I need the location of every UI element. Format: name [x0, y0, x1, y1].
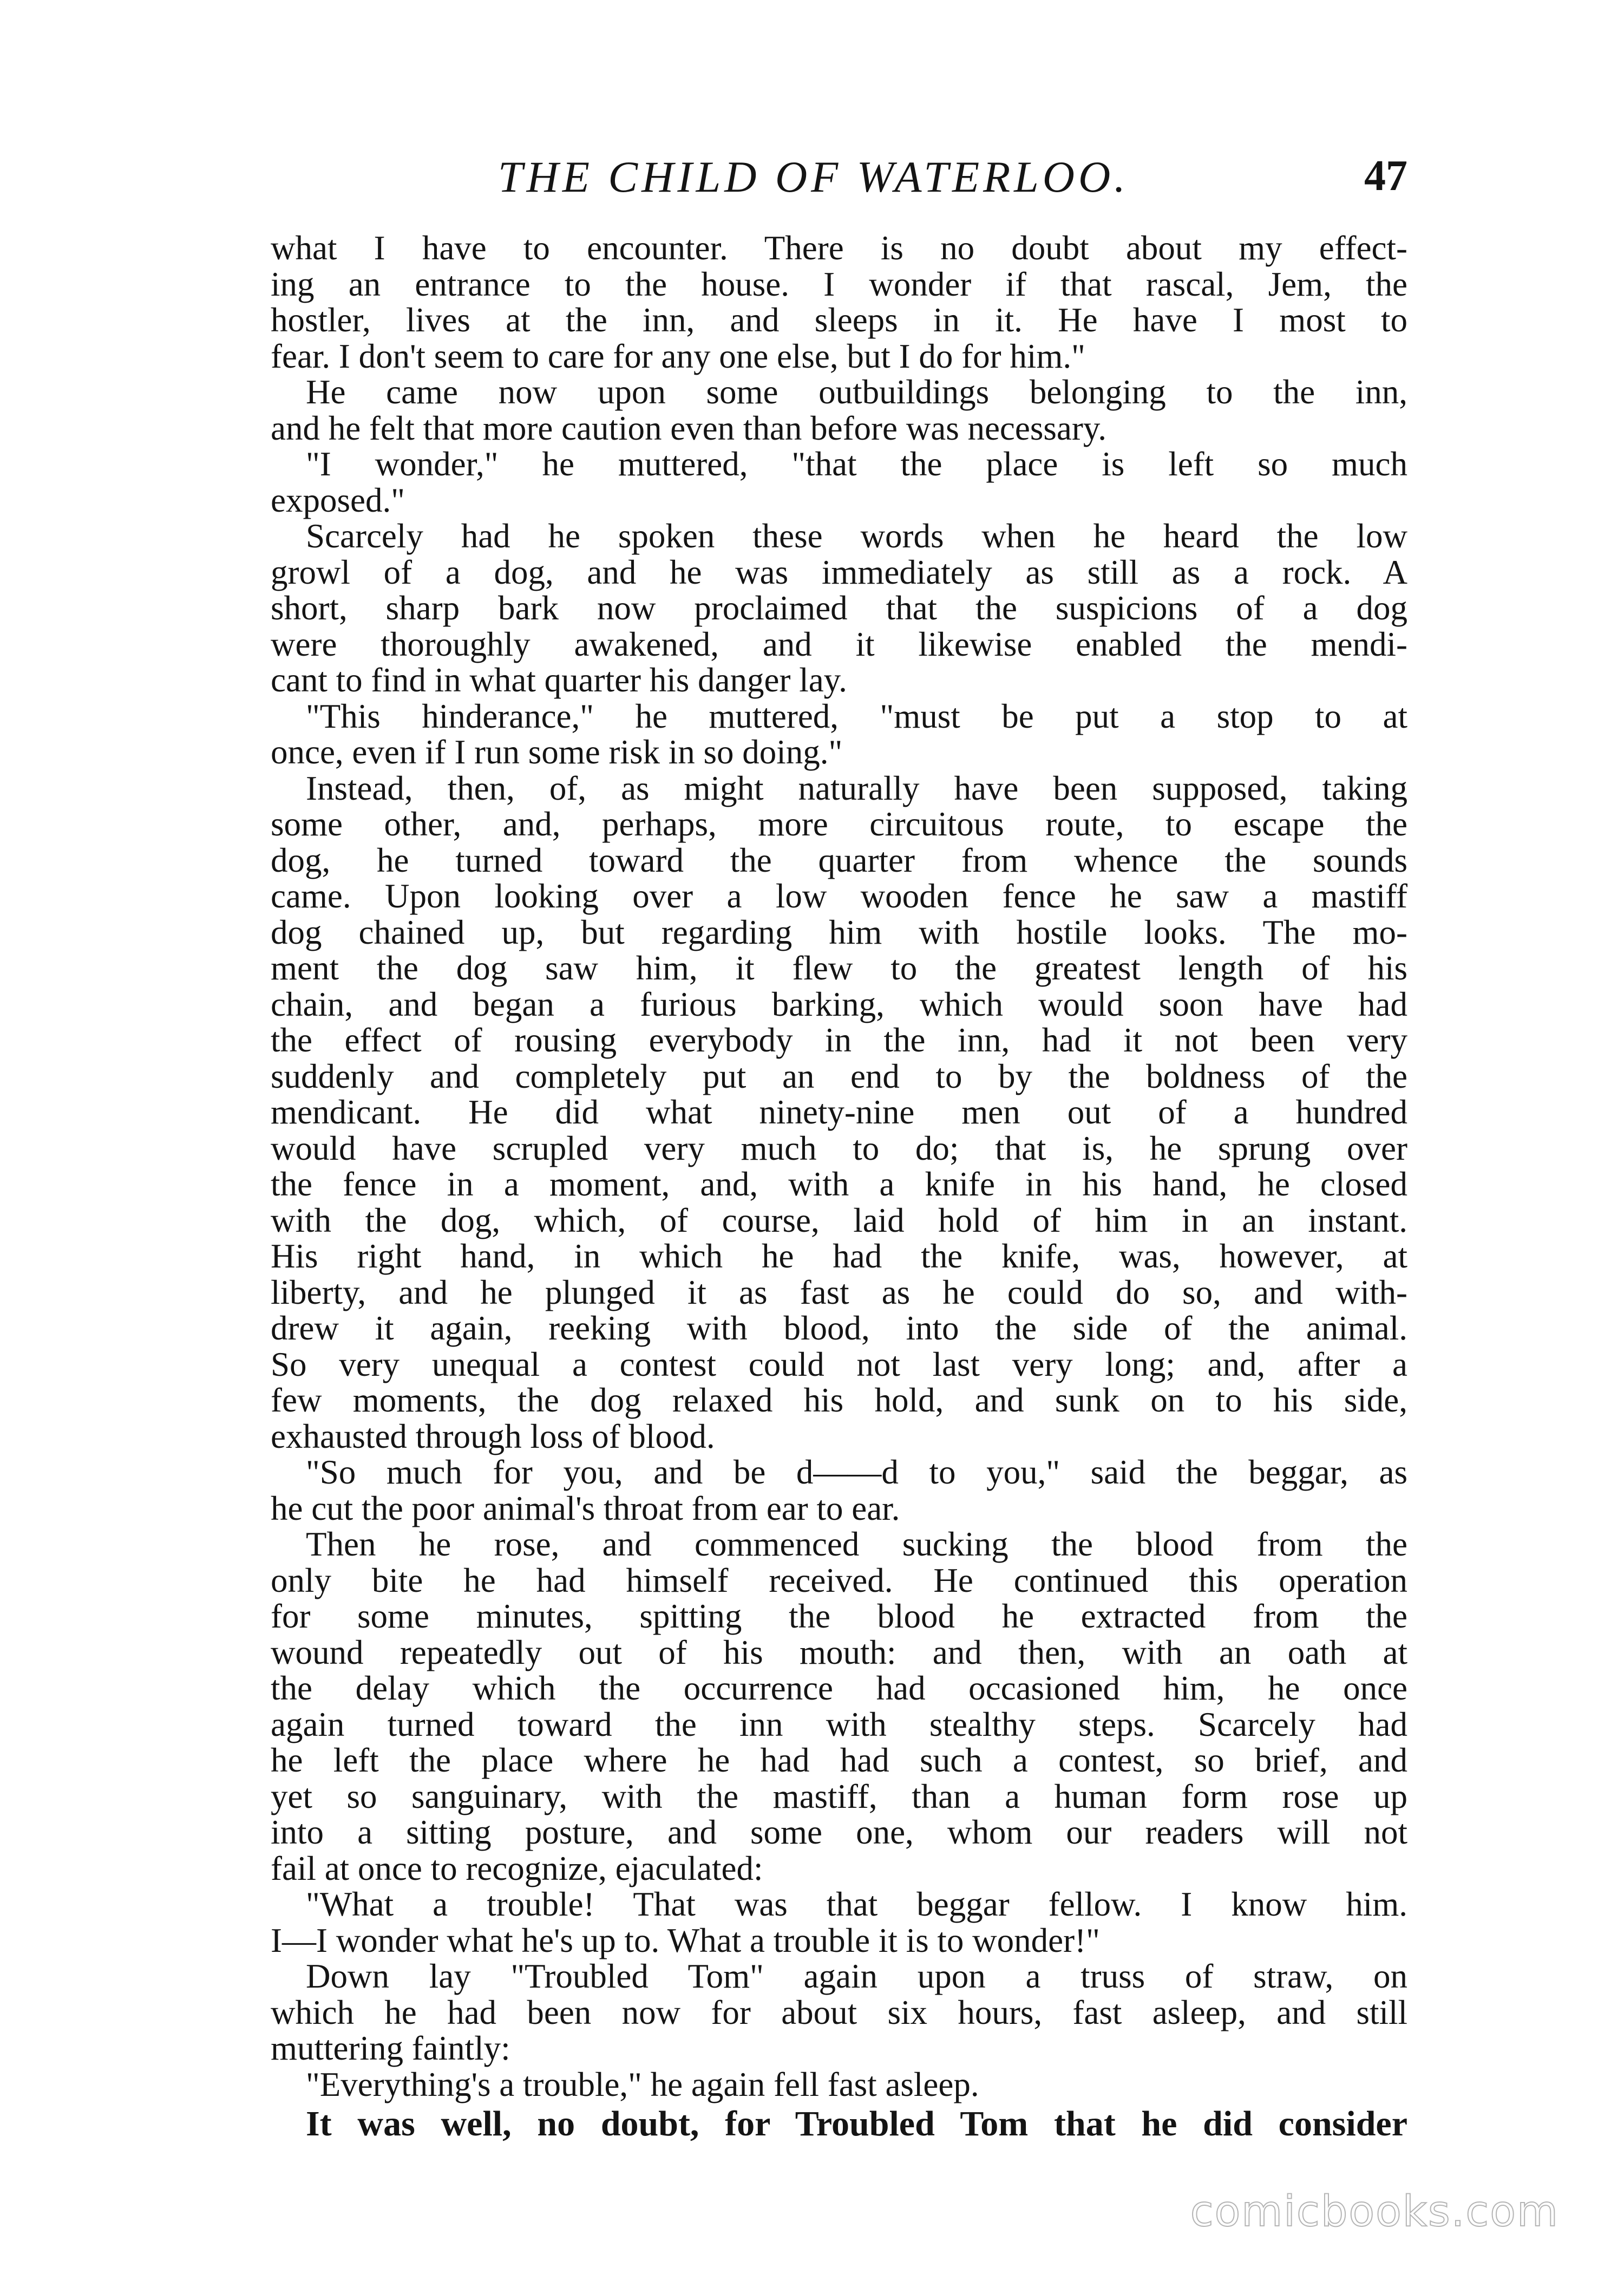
text-line: liberty, and he plunged it as fast as he could do so, and with- — [271, 1273, 1407, 1311]
text-line: So very unequal a contest could not last very long; and, after a — [271, 1345, 1407, 1383]
text-line: ment the dog saw him, it flew to the greatest length of his — [271, 949, 1407, 987]
text-line: "What a trouble! That was that beggar fellow. I know him. — [306, 1885, 1407, 1923]
text-line: with the dog, which, of course, laid hold of him in an instant. — [271, 1201, 1407, 1239]
running-title: THE CHILD OF WATERLOO. — [498, 152, 1129, 201]
text-line: once, even if I run some risk in so doing." — [271, 733, 843, 771]
text-line: fail at once to recognize, ejaculated: — [271, 1849, 763, 1887]
text-line: would have scrupled very much to do; that is, he sprung over — [271, 1129, 1407, 1167]
text-line: Scarcely had he spoken these words when he heard the low — [306, 517, 1407, 555]
text-line: "This hinderance," he muttered, "must be put a stop to at — [306, 697, 1407, 735]
text-line: cant to find in what quarter his danger lay. — [271, 661, 847, 699]
text-line: growl of a dog, and he was immediately as still as a rock. A — [271, 553, 1407, 591]
text-line: suddenly and completely put an end to by the boldness of the — [271, 1057, 1407, 1095]
text-line: were thoroughly awakened, and it likewise enabled the mendi- — [271, 625, 1407, 663]
text-line: he cut the poor animal's throat from ear to ear. — [271, 1489, 900, 1527]
page-number: 47 — [1364, 152, 1407, 200]
text-line: yet so sanguinary, with the mastiff, than a human form rose up — [271, 1777, 1407, 1815]
text-line: exposed." — [271, 481, 405, 519]
watermark: comicbooks.com — [1190, 2187, 1559, 2236]
text-line: "So much for you, and be d——d to you," said the beggar, as — [306, 1453, 1407, 1491]
text-line: dog, he turned toward the quarter from whence the sounds — [271, 841, 1407, 879]
body-text — [271, 230, 1407, 2146]
text-line: muttering faintly: — [271, 2029, 510, 2067]
text-line: only bite he had himself received. He continued this operation — [271, 1561, 1407, 1599]
text-line: the delay which the occurrence had occasioned him, he once — [271, 1669, 1407, 1707]
text-line: "I wonder," he muttered, "that the place is left so much — [306, 445, 1407, 483]
text-line: into a sitting posture, and some one, whom our readers will not — [271, 1813, 1407, 1851]
text-line: short, sharp bark now proclaimed that the suspicions of a dog — [271, 589, 1407, 627]
text-line: "Everything's a trouble," he again fell fast asleep. — [306, 2065, 979, 2103]
text-line: some other, and, perhaps, more circuitous route, to escape the — [271, 805, 1407, 843]
text-line: ing an entrance to the house. I wonder if that rascal, Jem, the — [271, 265, 1407, 303]
text-line: His right hand, in which he had the knife, was, however, at — [271, 1237, 1407, 1275]
text-line: exhausted through loss of blood. — [271, 1417, 715, 1455]
text-line: what I have to encounter. There is no doubt about my effect- — [271, 229, 1407, 267]
text-line: He came now upon some outbuildings belonging to the inn, — [306, 373, 1407, 411]
text-line: fear. I don't seem to care for any one else, but I do for him." — [271, 337, 1085, 375]
text-line: hostler, lives at the inn, and sleeps in it. He have I most to — [271, 301, 1407, 339]
text-line: mendicant. He did what ninety-nine men out of a hundred — [271, 1093, 1407, 1131]
text-line: again turned toward the inn with stealthy steps. Scarcely had — [271, 1705, 1407, 1743]
text-line: wound repeatedly out of his mouth: and then, with an oath at — [271, 1633, 1407, 1671]
text-line: Down lay "Troubled Tom" again upon a truss of straw, on — [306, 1957, 1407, 1995]
text-line: the fence in a moment, and, with a knife in his hand, he closed — [271, 1165, 1407, 1203]
text-line: and he felt that more caution even than before was necessary. — [271, 409, 1106, 447]
text-line: I—I wonder what he's up to. What a trouble it is to wonder!" — [271, 1921, 1100, 1959]
text-line: came. Upon looking over a low wooden fence he saw a mastiff — [271, 877, 1407, 915]
text-line: few moments, the dog relaxed his hold, and sunk on to his side, — [271, 1381, 1407, 1419]
page-header — [271, 152, 1407, 217]
text-line: for some minutes, spitting the blood he extracted from the — [271, 1597, 1407, 1635]
text-line: he left the place where he had had such a contest, so brief, and — [271, 1741, 1407, 1779]
text-line: the effect of rousing everybody in the inn, had it not been very — [271, 1021, 1407, 1059]
text-line: dog chained up, but regarding him with hostile looks. The mo- — [271, 913, 1407, 951]
text-line: It was well, no doubt, for Troubled Tom that he did consider — [306, 2104, 1407, 2144]
text-line: chain, and began a furious barking, which would soon have had — [271, 985, 1407, 1023]
text-line: Instead, then, of, as might naturally have been supposed, taking — [306, 769, 1407, 807]
text-line: drew it again, reeking with blood, into the side of the animal. — [271, 1309, 1407, 1347]
text-line: which he had been now for about six hours, fast asleep, and still — [271, 1993, 1407, 2031]
text-line: Then he rose, and commenced sucking the blood from the — [306, 1525, 1407, 1563]
